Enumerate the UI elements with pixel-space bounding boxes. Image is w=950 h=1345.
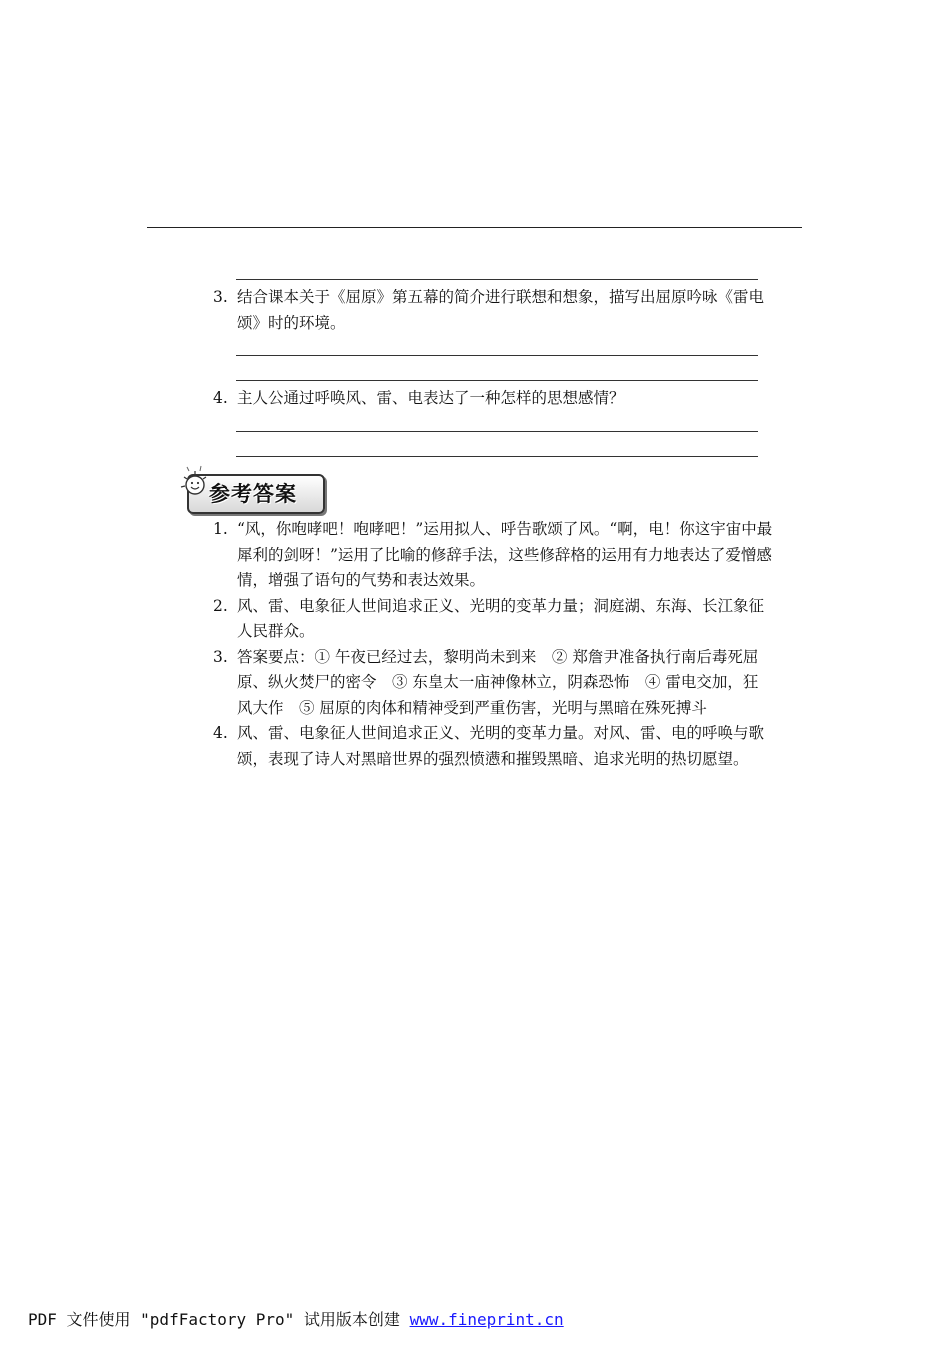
answer-item [213, 721, 773, 772]
answer-list [213, 517, 773, 772]
answer-text: 答案要点：① 午夜已经过去，黎明尚未到来 ② 郑詹尹准备执行南后毒死屈原、纵火焚尸的密令 ③ 东皇太一庙神像林立，阴森恐怖 ④ 雷电交加，狂风大作 ⑤ 屈原的肉体和精神受到严重伤害，光明与黑暗在殊死搏斗 [237, 647, 759, 717]
question-number: 4. [213, 389, 228, 407]
question-text: 主人公通过呼唤风、雷、电表达了一种怎样的思想感情？ [237, 389, 625, 407]
answer-item [213, 517, 773, 594]
smiling-sun-icon [175, 463, 209, 497]
answer-item [213, 645, 773, 722]
footer-text: PDF 文件使用 "pdfFactory Pro" 试用版本创建 [28, 1310, 410, 1329]
header-rule [147, 227, 802, 228]
answer-text: 风、雷、电象征人世间追求正义、光明的变革力量；洞庭湖、东海、长江象征人民群众。 [237, 596, 765, 640]
answer-heading-badge [175, 463, 325, 515]
question-3 [213, 284, 773, 336]
pdf-watermark-footer [28, 1307, 564, 1330]
answer-number: 3. [213, 647, 228, 666]
answer-text: “风，你咆哮吧！咆哮吧！”运用拟人、呼告歌颂了风。“啊，电！你这宇宙中最犀利的剑呀！”运用了比喻的修辞手法，这些修辞格的运用有力地表达了爱憎感情，增强了语句的气势和表达效果。 [237, 520, 773, 589]
answer-line [236, 380, 758, 381]
answer-number: 4. [213, 724, 228, 742]
answer-text: 风、雷、电象征人世间追求正义、光明的变革力量。对风、雷、电的呼唤与歌颂，表现了诗人对黑暗世界的强烈愤懑和摧毁黑暗、追求光明的热切愿望。 [237, 724, 765, 768]
answer-line [236, 279, 758, 280]
answer-heading: 参考答案 [209, 482, 297, 506]
answer-line [236, 431, 758, 432]
answer-line [236, 456, 758, 457]
answer-item [213, 594, 773, 645]
answer-number: 2. [213, 596, 228, 615]
question-4 [213, 385, 773, 411]
answer-number: 1. [213, 520, 228, 538]
answer-line [236, 355, 758, 356]
question-text: 结合课本关于《屈原》第五幕的简介进行联想和想象，描写出屈原吟咏《雷电颂》时的环境。 [237, 288, 765, 332]
question-number: 3. [213, 288, 228, 306]
fineprint-link[interactable]: www.fineprint.cn [409, 1310, 564, 1329]
